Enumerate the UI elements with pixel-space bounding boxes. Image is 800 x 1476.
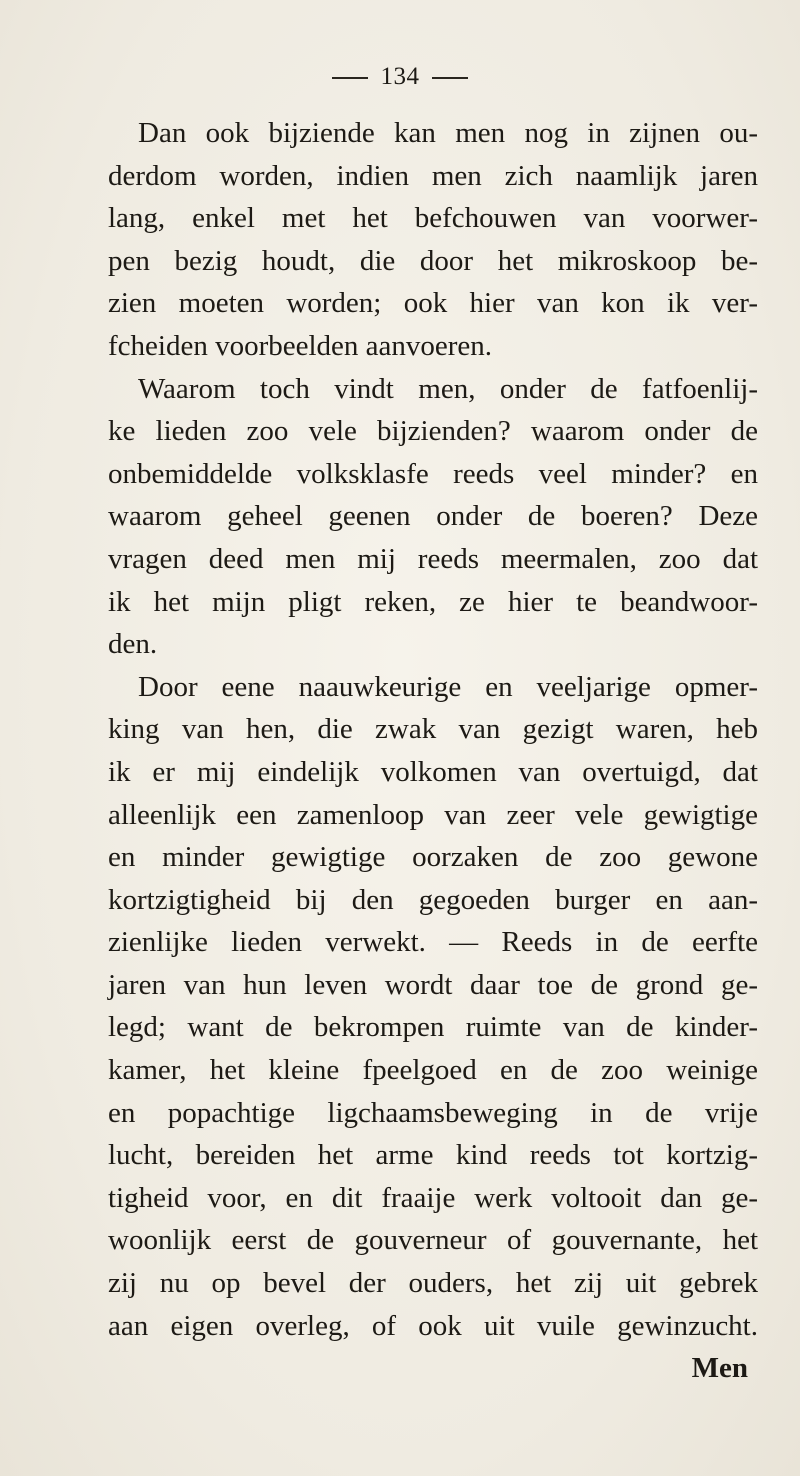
text-line: kamer, het kleine fpeelgoed en de zoo weinige [108, 1054, 758, 1087]
text-line: lang, enkel met het befchouwen van voorwer- [108, 202, 758, 235]
text-line: zienlijke lieden verwekt. — Reeds in de eerfte [108, 926, 758, 959]
text-line: zij nu op bevel der ouders, het zij uit gebrek [108, 1267, 758, 1300]
text-line: Waarom toch vindt men, onder de fatfoenlij- [138, 372, 758, 405]
text-line: ik het mijn pligt reken, ze hier te beandwoor- [108, 585, 758, 618]
text-line: ke lieden zoo vele bijzienden? waarom onder de [108, 415, 758, 448]
text-line: Door eene naauwkeurige en veeljarige opmer- [138, 670, 758, 703]
text-line: jaren van hun leven wordt daar toe de grond ge- [108, 968, 758, 1001]
text-line: aan eigen overleg, of ook uit vuile gewinzucht. [108, 1309, 758, 1342]
page-header [0, 62, 800, 92]
text-line: lucht, bereiden het arme kind reeds tot kortzig- [108, 1139, 758, 1172]
text-line: en popachtige ligchaamsbeweging in de vrije [108, 1096, 758, 1129]
text-line: legd; want de bekrompen ruimte van de kinder- [108, 1011, 758, 1044]
page-number: 134 [380, 63, 420, 90]
text-line: kortzigtigheid bij den gegoeden burger en aan- [108, 883, 758, 916]
text-line: king van hen, die zwak van gezigt waren, heb [108, 713, 758, 746]
text-line: tigheid voor, en dit fraaije werk voltooit dan ge- [108, 1181, 758, 1214]
body-text [108, 112, 758, 1390]
text-line: vragen deed men mij reeds meermalen, zoo dat [108, 542, 758, 575]
text-line: zien moeten worden; ook hier van kon ik ver- [108, 287, 758, 320]
text-line: fcheiden voorbeelden aanvoeren. [108, 329, 493, 362]
text-line: derdom worden, indien men zich naamlijk jaren [108, 159, 758, 192]
text-line: woonlijk eerst de gouverneur of gouvernante, het [108, 1224, 758, 1257]
text-line: pen bezig houdt, die door het mikroskoop be- [108, 244, 758, 277]
left-rule [332, 77, 368, 79]
right-rule [432, 77, 468, 79]
text-line: Dan ook bijziende kan men nog in zijnen ou- [138, 117, 758, 149]
text-line: waarom geheel geenen onder de boeren? Deze [108, 500, 758, 533]
text-line: den. [108, 628, 158, 661]
text-line: en minder gewigtige oorzaken de zoo gewone [108, 841, 758, 874]
text-line: ik er mij eindelijk volkomen van overtuigd, dat [108, 755, 758, 788]
text-line: alleenlijk een zamenloop van zeer vele gewigtige [108, 798, 758, 831]
catchword: Men [691, 1352, 748, 1385]
text-line: onbemiddelde volksklasfe reeds veel minder? en [108, 457, 758, 490]
